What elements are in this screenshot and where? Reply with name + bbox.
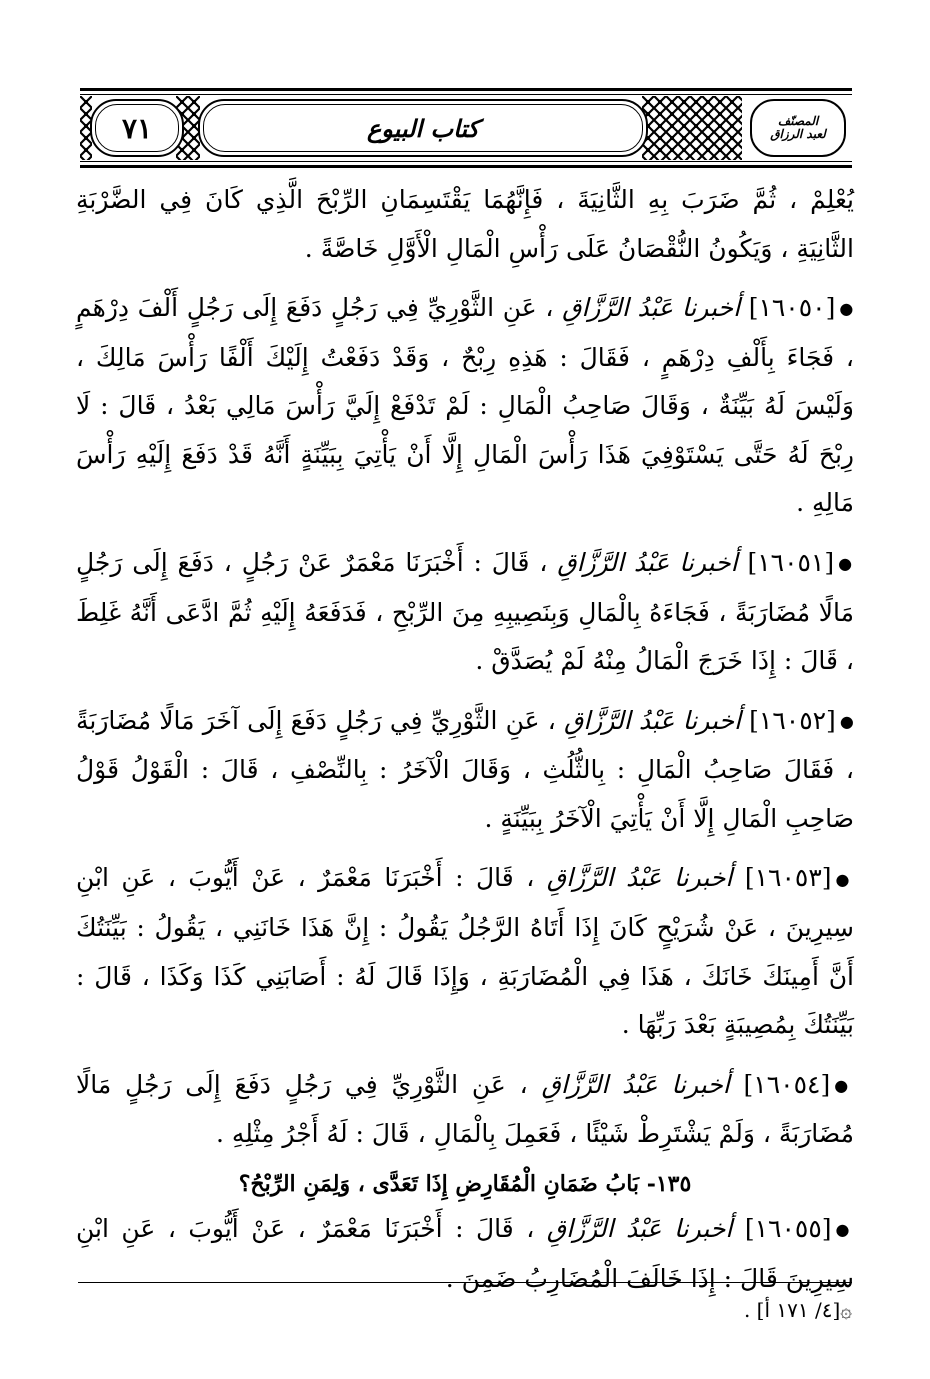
intro-paragraph: يُعْلِمْ ، ثُمَّ ضَرَبَ بِهِ الثَّانِيَةَ ، فَإِنَّهُمَا يَقْتَسِمَانِ الرِّبْحَ الَّذِي كَانَ فِي الضَّرْبَةِ الثَّانِيَةِ ، وَيَكُونُ النُّقْصَانُ عَلَى رَأْسِ الْمَالِ الْأَوَّلِ خَاصَّةً . [76, 185, 854, 263]
footnote-divider [78, 1282, 852, 1283]
bullet-icon: ● [834, 1075, 854, 1095]
hadith-number: [١٦٠٥٣] [744, 863, 832, 893]
bullet-icon: ● [838, 554, 854, 573]
bullet-icon: ● [835, 869, 855, 889]
hadith-16051 [76, 539, 854, 686]
chapter-heading: ١٣٥- بَابُ ضَمَانِ الْمُقَارِضِ إِذَا تَعَدَّى ، وَلِمَنِ الرِّبْحُ؟ [238, 1170, 692, 1197]
bullet-icon: ● [839, 299, 855, 319]
hadith-text: ، قَالَ : أَخْبَرَنَا مَعْمَرٌ ، عَنْ أَيُّوبَ ، عَنِ ابْنِ سِيرِينَ قَالَ : إِذَا خَالَفَ الْمُضَارِبُ ضَمِنَ . [76, 1213, 854, 1293]
hadith-isnad: أخبرنا عَبْدُ الرَّزَّاقِ [562, 293, 741, 322]
logo-line-1: المصنّف [777, 114, 819, 129]
hadith-text: ، عَنِ الثَّوْرِيِّ فِي رَجُلٍ دَفَعَ إِلَى رَجُلٍ مَالًا مُضَارَبَةً ، وَلَمْ يَشْتَرِطْ شَيْئًا ، فَعَمِلَ بِالْمَالِ ، قَالَ : لَهُ أَجْرُ مِثْلِهِ . [76, 1069, 854, 1149]
hadith-isnad: أخبرنا عَبْدُ الرَّزَّاقِ [563, 705, 741, 735]
hadith-number: [١٦٠٥٠] [748, 293, 836, 322]
hadith-number: [١٦٠٥١] [747, 547, 835, 577]
page-number: ٧١ [121, 111, 153, 145]
hadith-number: [١٦٠٥٤] [743, 1069, 831, 1099]
logo-line-2: لعبد الرزاق [770, 127, 826, 141]
header-rule-bottom-inner [80, 161, 852, 162]
hadith-16054 [76, 1061, 854, 1159]
hadith-number: [١٦٠٥٢] [749, 705, 836, 735]
lattice-ornament-right-inner [642, 96, 742, 160]
hadith-text: ، قَالَ : أَخْبَرَنَا مَعْمَرٌ عَنْ رَجُلٍ ، دَفَعَ إِلَى رَجُلٍ مَالًا مُضَارَبَةً ، فَجَاءَهُ بِالْمَالِ وَبِنَصِيبِهِ مِنَ الرِّبْحِ ، فَدَفَعَهُ إِلَيْهِ ثُمَّ ادَّعَى أَنَّهُ غَلِطَ ، قَالَ : إِذَا خَرَجَ الْمَالُ مِنْهُ لَمْ يُصَدَّقْ . [76, 547, 854, 675]
bullet-icon: ● [839, 711, 854, 731]
hadith-16050 [76, 284, 854, 528]
header-rule-bottom [80, 165, 852, 168]
header-rule-top-inner [80, 94, 852, 95]
page-header [80, 88, 852, 168]
hadith-isnad: أخبرنا عَبْدُ الرَّزَّاقِ [546, 863, 733, 893]
hadith-text: ، قَالَ : أَخْبَرَنَا مَعْمَرٌ ، عَنْ أَيُّوبَ ، عَنِ ابْنِ سِيرِينَ ، عَنْ شُرَيْحٍ كَانَ إِذَا أَتَاهُ الرَّجُلُ يَقُولُ : إِنَّ هَذَا خَانَنِي ، يَقُولُ : بَيِّنَتُكَ أَنَّ أَمِينَكَ خَانَكَ ، هَذَا فِي الْمُضَارَبَةِ ، وَإِذَا قَالَ لَهُ : أَصَابَنِي كَذَا وَكَذَا ، قَالَ : بَيِّنَتُكَ بِمُصِيبَةٍ بَعْدَ رَبِّهَا . [76, 863, 854, 1039]
book-logo [750, 99, 846, 157]
hadith-isnad: أخبرنا عَبْدُ الرَّزَّاقِ [541, 1069, 730, 1099]
book-title: كتاب البيوع [366, 113, 480, 143]
hadith-text: ، عَنِ الثَّوْرِيِّ فِي رَجُلٍ دَفَعَ إِلَى رَجُلٍ أَلْفَ دِرْهَمٍ ، فَجَاءَ بِأَلْفِ دِرْهَمٍ ، فَقَالَ : هَذِهِ رِبْحٌ ، وَقَدْ دَفَعْتُ إِلَيْكَ أَلْفًا رَأْسَ مَالِكَ ، وَلَيْسَ لَهُ بَيِّنَةٌ ، وَقَالَ صَاحِبُ الْمَالِ : لَمْ تَدْفَعْ إِلَيَّ رَأْسَ مَالِي بَعْدُ ، قَالَ : لَا رِبْحَ لَهُ حَتَّى يَسْتَوْفِيَ هَذَا رَأْسَ الْمَالِ إِلَّا أَنْ يَأْتِيَ بِبَيِّنَةٍ أَنَّهُ قَدْ دَفَعَ إِلَيْهِ رَأْسَ مَالِهِ . [76, 293, 854, 518]
page-number-cartouche [90, 99, 184, 157]
footnote: ۞[٤/ ١٧١ أ] . [743, 1298, 852, 1322]
hadith-16052 [76, 697, 854, 844]
header-rule-top [80, 88, 852, 91]
title-cartouche [198, 99, 648, 157]
hadith-isnad: أخبرنا عَبْدُ الرَّزَّاقِ [557, 547, 738, 577]
hadith-text: ، عَنِ الثَّوْرِيِّ فِي رَجُلٍ دَفَعَ إِلَى آخَرَ مَالًا مُضَارَبَةً ، فَقَالَ صَاحِبُ الْمَالِ : بِالثُّلُثِ ، وَقَالَ الْآخَرُ : بِالنِّصْفِ ، قَالَ : الْقَوْلُ قَوْلُ صَاحِبِ الْمَالِ إِلَّا أَنْ يَأْتِيَ الْآخَرُ بِبَيِّنَةٍ . [76, 705, 854, 833]
hadith-16055 [76, 1205, 854, 1303]
main-text [76, 176, 854, 1303]
hadith-isnad: أخبرنا عَبْدُ الرَّزَّاقِ [546, 1213, 733, 1243]
hadith-16053 [76, 854, 854, 1049]
bullet-icon: ● [835, 1220, 855, 1239]
hadith-number: [١٦٠٥٥] [744, 1213, 832, 1243]
